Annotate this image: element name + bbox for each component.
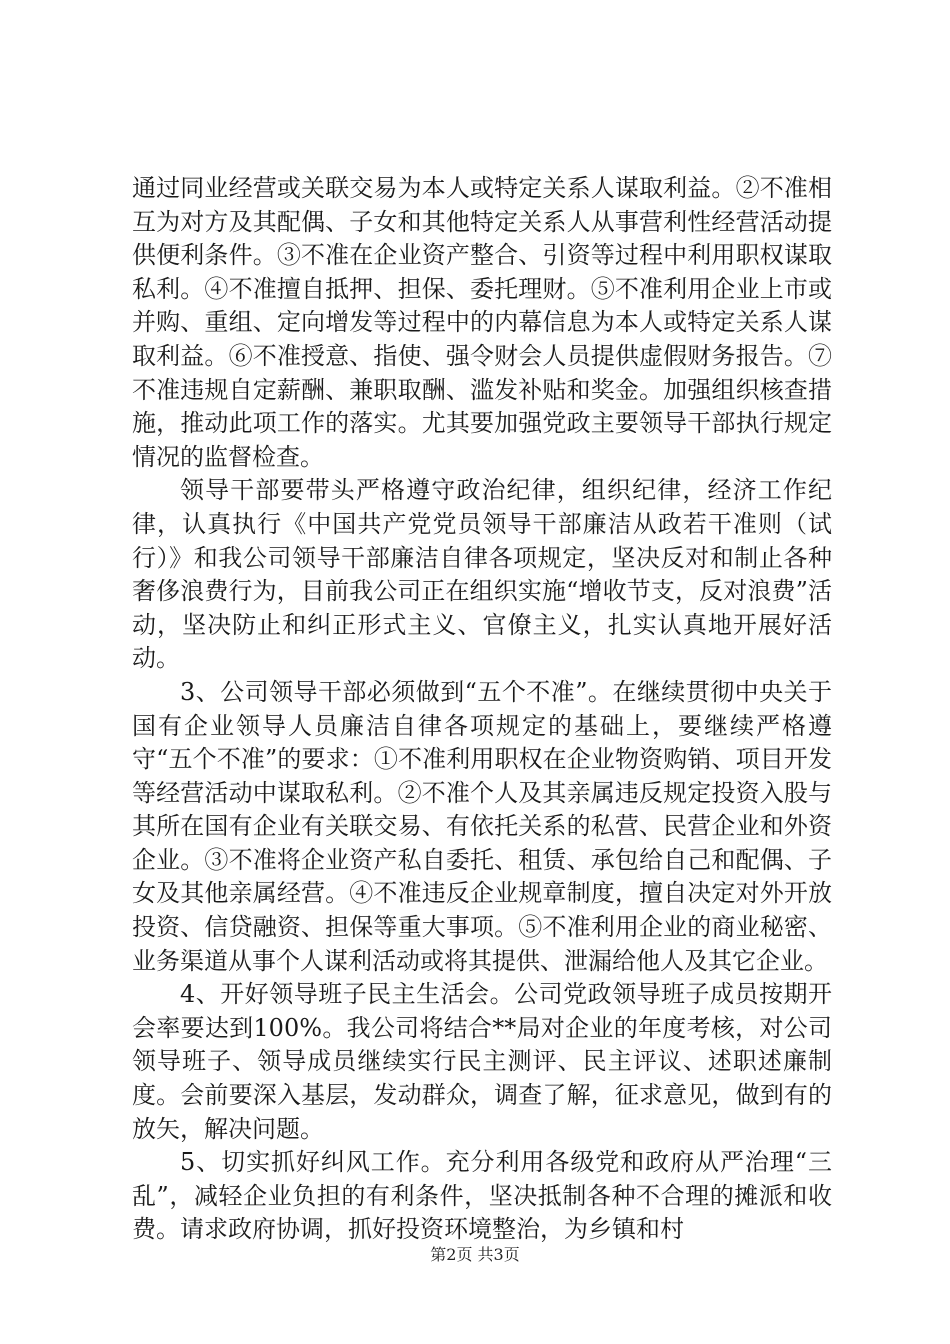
paragraph-3: 3、公司领导干部必须做到“五个不准”。在继续贯彻中央关于国有企业领导人员廉洁自律各项规定的基础上，要继续严格遵守“五个不准”的要求：①不准利用职权在企业物资购销、项目开发等经营活动中谋取私利。②不准个人及其亲属违反规定投资入股与其所在国有企业有关联交易、有依托关系的私营、民营企业和外资企业。③不准将企业资产私自委托、租赁、承包给自己和配偶、子女及其他亲属经营。④不准违反企业规章制度，擅自决定对外开放投资、信贷融资、担保等重大事项。⑤不准利用企业的商业秘密、业务渠道从事个人谋利活动或将其提供、泄漏给他人及其它企业。 xyxy=(132,677,832,975)
paragraph-2: 领导干部要带头严格遵守政治纪律，组织纪律，经济工作纪律，认真执行《中国共产党党员领导干部廉洁从政若干准则（试行）》和我公司领导干部廉洁自律各项规定，坚决反对和制止各种奢侈浪费行为，目前我公司正在组织实施“增收节支，反对浪费”活动，坚决防止和纠正形式主义、官僚主义，扎实认真地开展好活动。 xyxy=(132,476,832,673)
paragraph-5: 5、切实抓好纠风工作。充分利用各级党和政府从严治理“三乱”，减轻企业负担的有利条件，坚决抵制各种不合理的摊派和收费。请求政府协调，抓好投资环境整治，为乡镇和村 xyxy=(132,1148,832,1244)
page-number-footer: 第2页 共3页 xyxy=(430,1245,520,1264)
body-text xyxy=(132,172,832,1247)
paragraph-1: 通过同业经营或关联交易为本人或特定关系人谋取利益。②不准相互为对方及其配偶、子女和其他特定关系人从事营利性经营活动提供便利条件。③不准在企业资产整合、引资等过程中利用职权谋取私利。④不准擅自抵押、担保、委托理财。⑤不准利用企业上市或并购、重组、定向增发等过程中的内幕信息为本人或特定关系人谋取利益。⑥不准授意、指使、强令财会人员提供虚假财务报告。⑦不准违规自定薪酬、兼职取酬、滥发补贴和奖金。加强组织核查措施，推动此项工作的落实。尤其要加强党政主要领导干部执行规定情况的监督检查。 xyxy=(132,174,832,471)
paragraph-4: 4、开好领导班子民主生活会。公司党政领导班子成员按期开会率要达到100%。我公司将结合**局对企业的年度考核，对公司领导班子、领导成员继续实行民主测评、民主评议、述职述廉制度。会前要深入基层，发动群众，调查了解，征求意见，做到有的放矢，解决问题。 xyxy=(132,980,832,1143)
